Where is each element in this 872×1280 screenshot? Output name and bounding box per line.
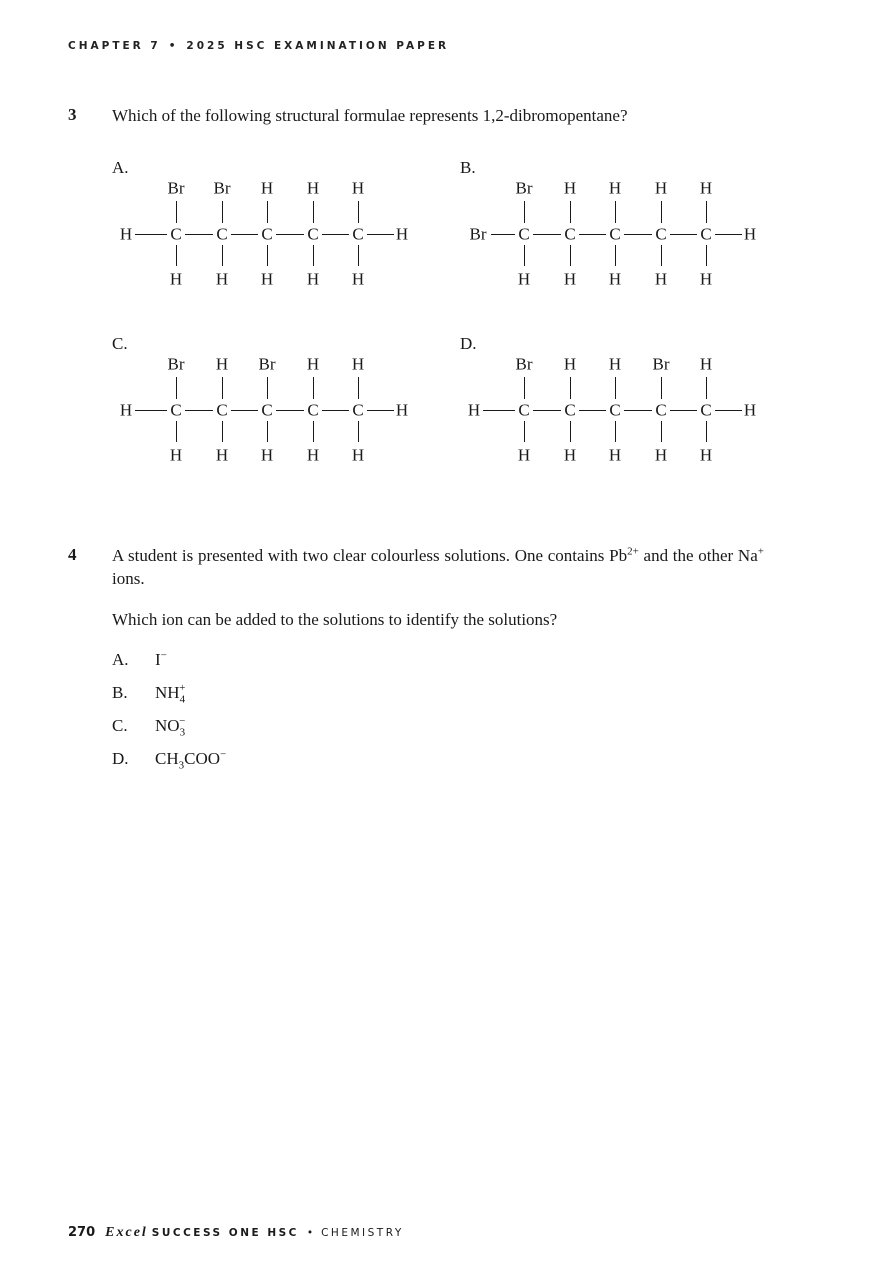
single-bond bbox=[624, 234, 652, 235]
single-bond bbox=[222, 377, 223, 399]
substituent-bottom: H bbox=[608, 445, 622, 465]
carbon-atom: C bbox=[261, 400, 273, 420]
single-bond bbox=[367, 410, 394, 411]
substituent-bottom: H bbox=[169, 445, 183, 465]
single-bond bbox=[176, 245, 177, 266]
substituent-bottom: H bbox=[563, 445, 577, 465]
substituent-bottom: H bbox=[215, 269, 229, 289]
carbon-atom: C bbox=[307, 400, 319, 420]
carbon-atom: C bbox=[352, 224, 364, 244]
option-label: A. bbox=[112, 158, 129, 177]
carbon-atom: C bbox=[655, 224, 667, 244]
single-bond bbox=[661, 201, 662, 223]
terminal-atom-right: H bbox=[395, 400, 409, 420]
header-separator: • bbox=[168, 40, 179, 52]
substituent-top: H bbox=[306, 178, 320, 198]
terminal-atom-right: H bbox=[743, 224, 757, 244]
substituent-top: H bbox=[351, 178, 365, 198]
formula-base: CH bbox=[155, 749, 179, 768]
carbon-atom: C bbox=[261, 224, 273, 244]
question-4-prompt: Which ion can be added to the solutions to identify the solutions? bbox=[112, 610, 558, 629]
single-bond bbox=[222, 421, 223, 442]
single-bond bbox=[661, 377, 662, 399]
single-bond bbox=[358, 201, 359, 223]
substituent-top: H bbox=[215, 354, 229, 374]
formula-charge: − bbox=[220, 748, 227, 761]
single-bond bbox=[491, 234, 515, 235]
terminal-atom-right: H bbox=[395, 224, 409, 244]
single-bond bbox=[358, 245, 359, 266]
brand-logo: Excel bbox=[105, 1225, 148, 1240]
single-bond bbox=[313, 201, 314, 223]
single-bond bbox=[267, 421, 268, 442]
carbon-atom: C bbox=[216, 400, 228, 420]
single-bond bbox=[231, 234, 258, 235]
footer-separator: • bbox=[306, 1227, 314, 1239]
single-bond bbox=[524, 245, 525, 266]
formula-base: NH bbox=[155, 683, 180, 702]
structure-option-b[interactable] bbox=[460, 158, 800, 318]
substituent-top: H bbox=[260, 178, 274, 198]
single-bond bbox=[661, 245, 662, 266]
single-bond bbox=[715, 410, 742, 411]
substituent-top: Br bbox=[258, 354, 276, 374]
chapter-label: CHAPTER 7 bbox=[68, 40, 161, 52]
structure-option-a[interactable] bbox=[112, 158, 452, 318]
single-bond bbox=[367, 234, 394, 235]
substituent-top: Br bbox=[213, 178, 231, 198]
terminal-atom-left: Br bbox=[469, 224, 487, 244]
terminal-atom-right: H bbox=[743, 400, 757, 420]
single-bond bbox=[524, 201, 525, 223]
substituent-bottom: H bbox=[260, 269, 274, 289]
carbon-atom: C bbox=[655, 400, 667, 420]
substituent-bottom: H bbox=[654, 445, 668, 465]
q4-text-part3: ions. bbox=[112, 569, 145, 588]
substituent-bottom: H bbox=[699, 445, 713, 465]
q4-text-part1: A student is presented with two clear colourless solutions. One contains Pb bbox=[112, 546, 628, 565]
single-bond bbox=[524, 421, 525, 442]
substituent-top: Br bbox=[515, 178, 533, 198]
single-bond bbox=[313, 377, 314, 399]
substituent-bottom: H bbox=[215, 445, 229, 465]
formula-subscript: 3 bbox=[179, 726, 186, 739]
option-letter: D. bbox=[112, 749, 129, 768]
carbon-atom: C bbox=[700, 400, 712, 420]
substituent-top: Br bbox=[167, 178, 185, 198]
substituent-top: H bbox=[563, 354, 577, 374]
substituent-bottom: H bbox=[306, 445, 320, 465]
single-bond bbox=[267, 245, 268, 266]
substituent-bottom: H bbox=[306, 269, 320, 289]
option-letter: B. bbox=[112, 683, 128, 702]
formula-tail: COO bbox=[184, 749, 221, 768]
single-bond bbox=[313, 421, 314, 442]
carbon-atom: C bbox=[518, 400, 530, 420]
single-bond bbox=[570, 245, 571, 266]
single-bond bbox=[615, 245, 616, 266]
carbon-atom: C bbox=[216, 224, 228, 244]
question-4-number: 4 bbox=[68, 545, 77, 564]
single-bond bbox=[579, 234, 606, 235]
carbon-atom: C bbox=[609, 400, 621, 420]
single-bond bbox=[579, 410, 606, 411]
single-bond bbox=[176, 377, 177, 399]
substituent-bottom: H bbox=[351, 269, 365, 289]
single-bond bbox=[615, 201, 616, 223]
series-title: SUCCESS ONE HSC bbox=[151, 1227, 299, 1239]
single-bond bbox=[570, 377, 571, 399]
structure-option-d[interactable] bbox=[460, 334, 800, 494]
single-bond bbox=[267, 201, 268, 223]
formula-charge: − bbox=[179, 715, 186, 728]
carbon-atom: C bbox=[564, 400, 576, 420]
substituent-bottom: H bbox=[699, 269, 713, 289]
single-bond bbox=[222, 245, 223, 266]
single-bond bbox=[670, 234, 697, 235]
page-number: 270 bbox=[68, 1225, 96, 1240]
option-label: C. bbox=[112, 334, 128, 353]
page-footer bbox=[68, 1223, 404, 1241]
substituent-bottom: H bbox=[654, 269, 668, 289]
pb-charge: 2+ bbox=[627, 545, 639, 558]
substituent-bottom: H bbox=[517, 269, 531, 289]
single-bond bbox=[524, 377, 525, 399]
substituent-top: H bbox=[699, 354, 713, 374]
subject-title: CHEMISTRY bbox=[321, 1227, 404, 1239]
carbon-atom: C bbox=[564, 224, 576, 244]
single-bond bbox=[615, 377, 616, 399]
carbon-atom: C bbox=[700, 224, 712, 244]
option-formula bbox=[155, 715, 186, 739]
formula-base: NO bbox=[155, 716, 180, 735]
formula-charge: + bbox=[179, 682, 186, 695]
carbon-atom: C bbox=[352, 400, 364, 420]
single-bond bbox=[358, 421, 359, 442]
single-bond bbox=[615, 421, 616, 442]
structure-option-c[interactable] bbox=[112, 334, 452, 494]
single-bond bbox=[185, 234, 213, 235]
single-bond bbox=[483, 410, 515, 411]
substituent-top: H bbox=[654, 178, 668, 198]
single-bond bbox=[624, 410, 652, 411]
substituent-bottom: H bbox=[169, 269, 183, 289]
single-bond bbox=[313, 245, 314, 266]
question-3-number: 3 bbox=[68, 105, 77, 124]
option-letter: A. bbox=[112, 650, 129, 669]
substituent-top: H bbox=[351, 354, 365, 374]
option-label: B. bbox=[460, 158, 476, 177]
option-formula bbox=[155, 682, 186, 706]
terminal-atom-left: H bbox=[119, 400, 133, 420]
carbon-atom: C bbox=[518, 224, 530, 244]
option-letter: C. bbox=[112, 716, 128, 735]
substituent-bottom: H bbox=[563, 269, 577, 289]
question-4-text bbox=[112, 544, 764, 590]
terminal-atom-left: H bbox=[119, 224, 133, 244]
single-bond bbox=[706, 201, 707, 223]
single-bond bbox=[706, 377, 707, 399]
single-bond bbox=[276, 234, 304, 235]
single-bond bbox=[570, 201, 571, 223]
single-bond bbox=[231, 410, 258, 411]
substituent-top: H bbox=[563, 178, 577, 198]
carbon-atom: C bbox=[170, 224, 182, 244]
header-title: 2025 HSC EXAMINATION PAPER bbox=[186, 40, 450, 52]
single-bond bbox=[185, 410, 213, 411]
single-bond bbox=[267, 377, 268, 399]
formula-charge: − bbox=[160, 649, 167, 662]
single-bond bbox=[533, 234, 561, 235]
single-bond bbox=[670, 410, 697, 411]
single-bond bbox=[176, 421, 177, 442]
single-bond bbox=[533, 410, 561, 411]
single-bond bbox=[706, 421, 707, 442]
single-bond bbox=[570, 421, 571, 442]
single-bond bbox=[322, 234, 349, 235]
formula-base: I bbox=[155, 650, 161, 669]
formula-subscript: 4 bbox=[179, 693, 186, 706]
carbon-atom: C bbox=[170, 400, 182, 420]
question-3-text: Which of the following structural formulae represents 1,2-dibromopentane? bbox=[112, 106, 628, 125]
option-formula bbox=[155, 748, 227, 772]
substituent-top: Br bbox=[515, 354, 533, 374]
single-bond bbox=[222, 201, 223, 223]
single-bond bbox=[661, 421, 662, 442]
substituent-top: H bbox=[608, 354, 622, 374]
option-label: D. bbox=[460, 334, 477, 353]
running-header bbox=[68, 40, 449, 52]
single-bond bbox=[176, 201, 177, 223]
substituent-top: Br bbox=[652, 354, 670, 374]
option-formula bbox=[155, 650, 167, 670]
single-bond bbox=[715, 234, 742, 235]
single-bond bbox=[706, 245, 707, 266]
single-bond bbox=[322, 410, 349, 411]
substituent-top: H bbox=[306, 354, 320, 374]
na-charge: + bbox=[757, 545, 764, 558]
substituent-top: H bbox=[608, 178, 622, 198]
carbon-atom: C bbox=[307, 224, 319, 244]
substituent-bottom: H bbox=[260, 445, 274, 465]
single-bond bbox=[358, 377, 359, 399]
q4-text-part2: and the other Na bbox=[638, 546, 758, 565]
substituent-bottom: H bbox=[517, 445, 531, 465]
substituent-top: Br bbox=[167, 354, 185, 374]
substituent-top: H bbox=[699, 178, 713, 198]
substituent-bottom: H bbox=[351, 445, 365, 465]
single-bond bbox=[276, 410, 304, 411]
carbon-atom: C bbox=[609, 224, 621, 244]
single-bond bbox=[135, 410, 167, 411]
terminal-atom-left: H bbox=[467, 400, 481, 420]
single-bond bbox=[135, 234, 167, 235]
formula-subscript: 3 bbox=[178, 759, 185, 772]
substituent-bottom: H bbox=[608, 269, 622, 289]
